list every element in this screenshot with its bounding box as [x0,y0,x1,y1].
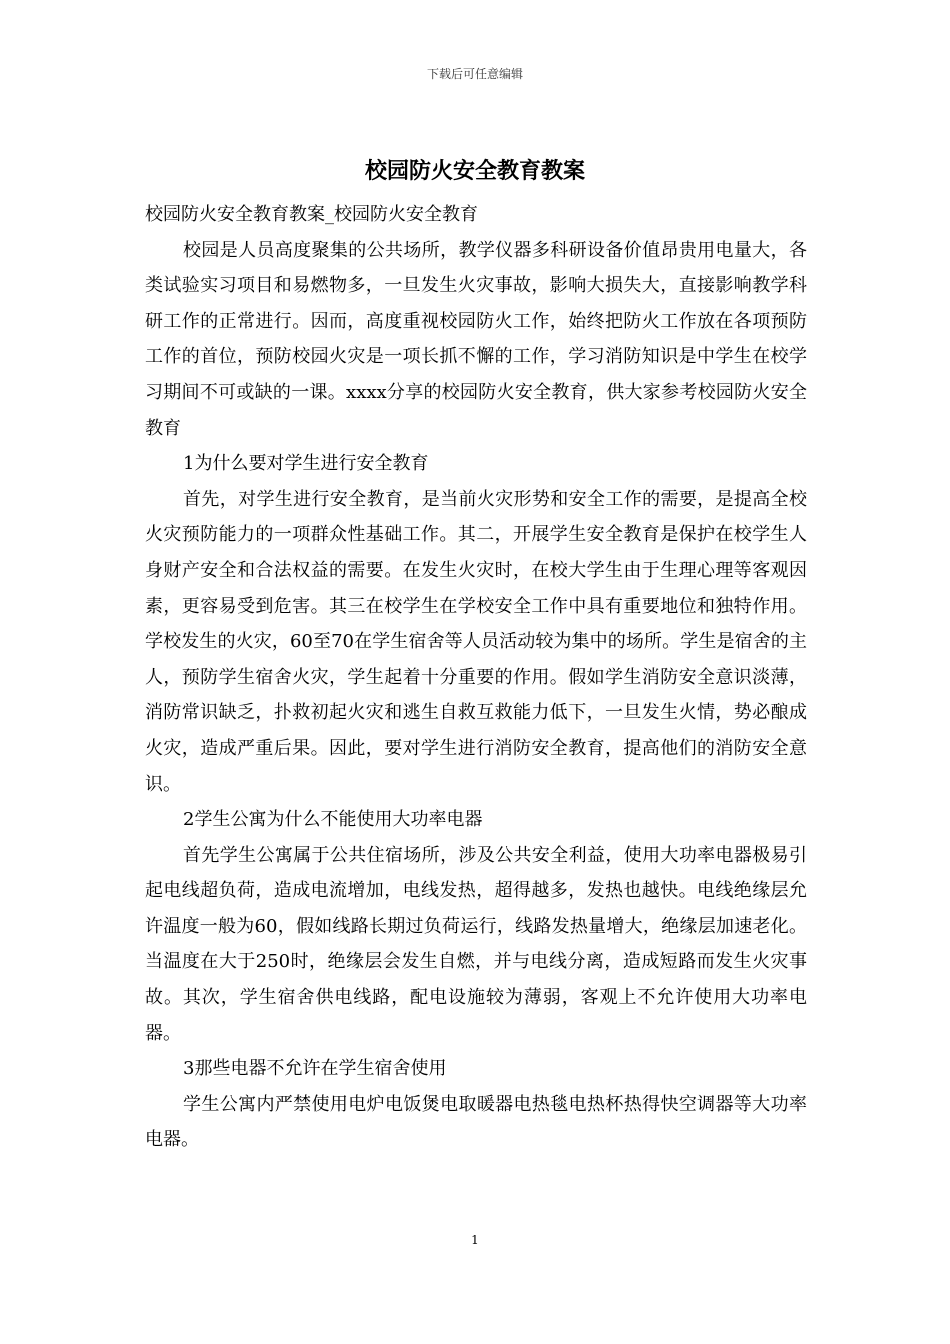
paragraph-intro: 校园是人员高度聚集的公共场所，教学仪器多科研设备价值昂贵用电量大，各类试验实习项目和易燃物多，一旦发生火灾事故，影响大损失大，直接影响教学科研工作的正常进行。因而，高度重视校园防火工作，始终把防火工作放在各项预防工作的首位，预防校园火灾是一项长抓不懈的工作，学习消防知识是中学生在校学习期间不可或缺的一课。xxxx分享的校园防火安全教育，供大家参考校园防火安全教育 [145,239,807,439]
page-number: 1 [471,1233,479,1247]
document-title: 校园防火安全教育教案 [364,158,585,184]
page-header: 下载后可任意编辑 [426,67,523,81]
paragraph-section-2: 首先学生公寓属于公共住宿场所，涉及公共安全利益，使用大功率电器极易引起电线超负荷，造成电流增加，电线发热，超得越多，发热也越快。电线绝缘层允许温度一般为60，假如线路长期过负荷运行，线路发热量增大，绝缘层加速老化。当温度在大于250时，绝缘层会发生自燃，并与电线分离，造成短路而发生火灾事故。其次，学生宿舍供电线路，配电设施较为薄弱，客观上不允许使用大功率电器。 [145,844,807,1044]
section-heading-3: 3那些电器不允许在学生宿舍使用 [183,1058,447,1080]
paragraph-section-1: 首先，对学生进行安全教育，是当前火灾形势和安全工作的需要，是提高全校火灾预防能力的一项群众性基础工作。其二，开展学生安全教育是保护在校学生人身财产安全和合法权益的需要。在发生火灾时，在校大学生由于生理心理等客观因素，更容易受到危害。其三在校学生在学校安全工作中具有重要地位和独特作用。学校发生的火灾，60至70在学生宿舍等人员活动较为集中的场所。学生是宿舍的主人，预防学生宿舍火灾，学生起着十分重要的作用。假如学生消防安全意识淡薄，消防常识缺乏，扑救初起火灾和逃生自救互救能力低下，一旦发生火情，势必酿成火灾，造成严重后果。因此，要对学生进行消防安全教育，提高他们的消防安全意识。 [145,488,807,795]
section-heading-1: 1为什么要对学生进行安全教育 [183,453,429,475]
paragraph-section-3: 学生公寓内严禁使用电炉电饭煲电取暖器电热毯电热杯热得快空调器等大功率电器。 [145,1093,807,1151]
section-heading-2: 2学生公寓为什么不能使用大功率电器 [183,809,483,831]
document-subtitle: 校园防火安全教育教案_校园防火安全教育 [145,204,478,225]
document-body [145,197,807,1158]
